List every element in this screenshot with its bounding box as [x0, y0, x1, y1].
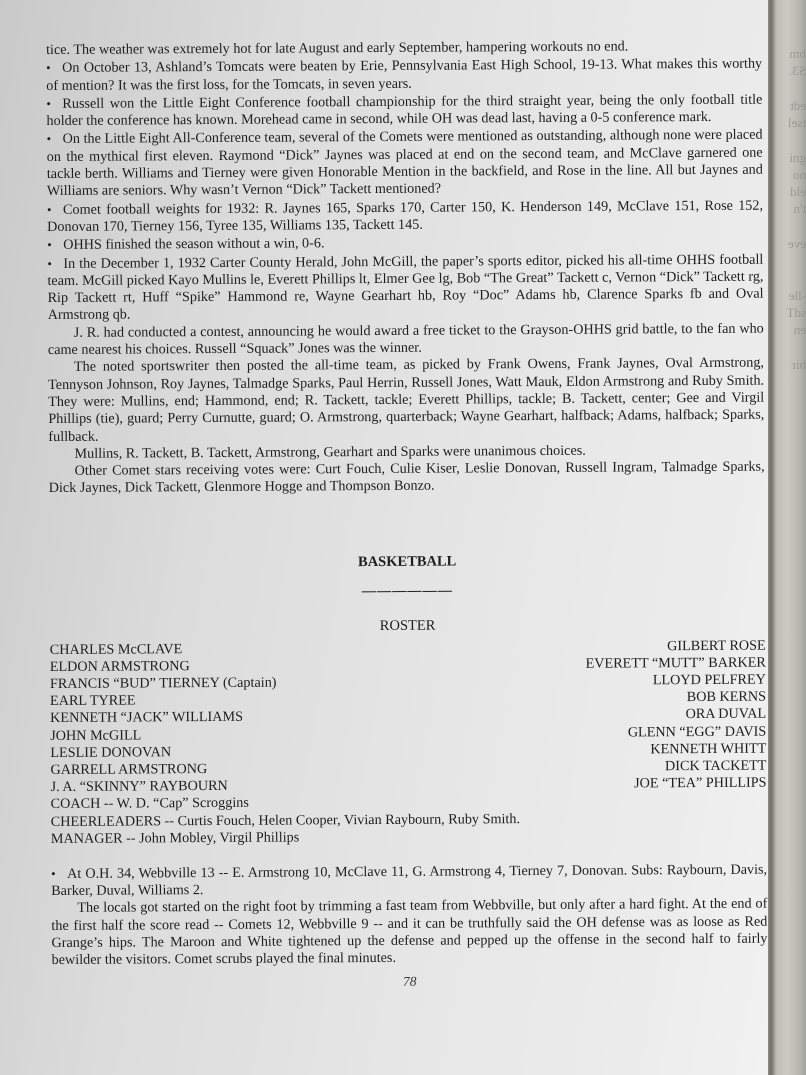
roster-entry: GARRELL ARMSTRONG [50, 761, 208, 779]
facing-page-ghost-text: gni [789, 150, 806, 165]
paragraph-unanimous: Mullins, R. Tackett, B. Tackett, Armstrong, Gearhart and Sparks were unanimous choices. [74, 442, 586, 462]
roster-entry: EARL TYREE [49, 692, 136, 710]
roster-entry: KENNETH WHITT [650, 740, 767, 758]
facing-page-ghost-text: bir [791, 357, 806, 372]
section-rule: —————— [361, 582, 453, 600]
roster-entry: KENNETH “JACK” WILLIAMS [50, 709, 244, 727]
paragraph-other-votes: Other Comet stars receiving votes were: Curt Fouch, Culie Kiser, Leslie Donovan, Russell Ingram, Talmadge Sparks, Dick Jaynes, Dick Tackett, Glenmore Hogge and Thompson Bonzo. [48, 458, 765, 497]
bullet-football-weights: • Comet football weights for 1932: R. Jaynes 165, Sparks 170, Carter 150, K. Henderson 149, McClave 151, Rose 152, Donovan 170, Tierney 156, Tyree 135, Williams 135, Tackett 145. [47, 196, 763, 236]
page-number: 78 [402, 974, 417, 990]
roster-entry: GLENN “EGG” DAVIS [627, 723, 767, 741]
facing-page-ghost-text: eve [787, 236, 806, 251]
section-heading-basketball: BASKETBALL [357, 553, 457, 570]
roster-entry: JOE “TEA” PHILLIPS [634, 774, 767, 792]
roster-heading: ROSTER [379, 617, 436, 635]
facing-page-ghost-text: en [793, 322, 806, 337]
facing-page-ghost-text: t'n [793, 201, 806, 216]
staff-list [51, 792, 767, 849]
roster [50, 637, 767, 796]
roster-entry: J. A. “SKINNY” RAYBOURN [50, 778, 228, 796]
paragraph-contest: J. R. had conducted a contest, announcing he would award a free ticket to the Grayson-OHHS grid battle, to the fan who came nearest his choices. Russell “Squack” Jones was the winner. [47, 320, 764, 359]
roster-entry: EVERETT “MUTT” BARKER [585, 654, 766, 672]
roster-right-column [585, 637, 766, 793]
facing-page-ghost-text: edt [790, 98, 806, 113]
roster-entry: JOHN McGILL [50, 727, 142, 744]
roster-entry: FRANCIS “BUD” TIERNEY (Captain) [49, 674, 277, 693]
facing-page-ghost-text: eld [790, 184, 806, 199]
bullet-game-score: • At O.H. 34, Webbville 13 -- E. Armstrong 10, McClave 11, G. Armstrong 4, Tierney 7, Donovan. Subs: Raybourn, Davis, Barker, Duval, Williams 2. [51, 860, 767, 900]
paragraph-continuation: tice. The weather was extremely hot for late August and early September, hampering workouts no end. [46, 38, 629, 58]
roster-entry: DICK TACKETT [664, 757, 767, 775]
cheerleaders-line: CHEERLEADERS -- Curtis Fouch, Helen Cooper, Vivian Raybourn, Ruby Smith. [50, 810, 521, 830]
bullet-ashland-tomcats: • On October 13, Ashland’s Tomcats were beaten by Erie, Pennsylvania East High School, 19-13. What makes this worthy of mention? It was the first loss, for the Tomcats, in seven years. [46, 55, 762, 95]
coach-line: COACH -- W. D. “Cap” Scroggins [50, 795, 249, 813]
bullet-all-time-team: • In the December 1, 1932 Carter County Herald, John McGill, the paper’s sports editor, picked his all-time OHHS football team. McGill picked Kayo Mullins le, Everett Phillips lt, Elmer Gee lg, Bob “The Great” Tackett c, Vernon “Dick” Tackett rg, Rip Tackett rt, Huff “Spike” Hammond re, Wayne Gearhart hb, Roy “Doc” Adams hb, Clarence Sparks fb and Oval Armstrong qb. [47, 250, 763, 325]
bullet-russell-championship: • Russell won the Little Eight Conference football championship for the third straight year, being the only football title holder the conference has known. Morehead came in second, while OH was dead last, having a 0-5 conference mark. [46, 91, 762, 131]
facing-page-ghost-text: S3. [789, 63, 806, 78]
bullet-season-record: • OHHS finished the season without a win, 0-6. [47, 232, 763, 255]
facing-page-ghost-text: -lle [788, 288, 806, 303]
roster-entry: LESLIE DONOVAN [50, 744, 172, 761]
facing-page-ghost-text: tsel [787, 115, 806, 130]
roster-entry: ORA DUVAL [685, 706, 767, 723]
facing-page-ghost-text: no [793, 167, 806, 182]
manager-line: MANAGER -- John Mobley, Virgil Phillips [50, 829, 300, 848]
roster-entry: BOB KERNS [686, 688, 767, 706]
roster-entry: ELDON ARMSTRONG [49, 657, 190, 675]
page-content [46, 38, 768, 993]
roster-entry: CHARLES McCLAVE [49, 640, 183, 658]
paragraph-game-report: The locals got started on the right foot by trimming a fast team from Webbville, but only after a hard fight. At the end of the first half the score read -- Comets 12, Webbville 9 -- and it can be truthfully said the OH defense was as loose as Red Grange’s hips. The Maroon and White tightened up the defense and pepped up the offense in the second half to fairly bewilder the visitors. Comet scrubs played the final minutes. [51, 895, 768, 969]
bullet-all-conference: • On the Little Eight All-Conference team, several of the Comets were mentioned as outstanding, although none were placed on the mythical first eleven. Raymond “Dick” Jaynes was placed at end on the second team, and McClave garnered one tackle berth. Williams and Tierney were given Honorable Mention in the backfield, and Rose in the line. All but Jaynes and Williams are seniors. Why wasn’t Vernon “Dick” Tackett mentioned? [47, 126, 763, 201]
facing-page-ghost-text: sdT [786, 305, 806, 320]
roster-left-column [50, 640, 278, 796]
paragraph-sportswriter-team: The noted sportswriter then posted the all-time team, as picked by Frank Owens, Frank Jaynes, Oval Armstrong, Tennyson Johnson, Roy Jaynes, Talmadge Sparks, Paul Herrin, Russell Jones, Watt Mauk, Eldon Armstrong and Ruby Smith. They were: Mullins, end; Hammond, end; R. Tackett, tackle; Everett Phillips, tackle; B. Tackett, center; Gee and Virgil Phillips (tie), guard; Perry Curnutte, guard; O. Armstrong, quarterback; Wayne Gearhart, halfback; Adams, halfback; Sparks, fullback. [48, 354, 765, 445]
roster-entry: GILBERT ROSE [667, 637, 766, 654]
roster-entry: LLOYD PELFREY [652, 671, 766, 689]
facing-page-ghost-text: bm [789, 46, 806, 61]
